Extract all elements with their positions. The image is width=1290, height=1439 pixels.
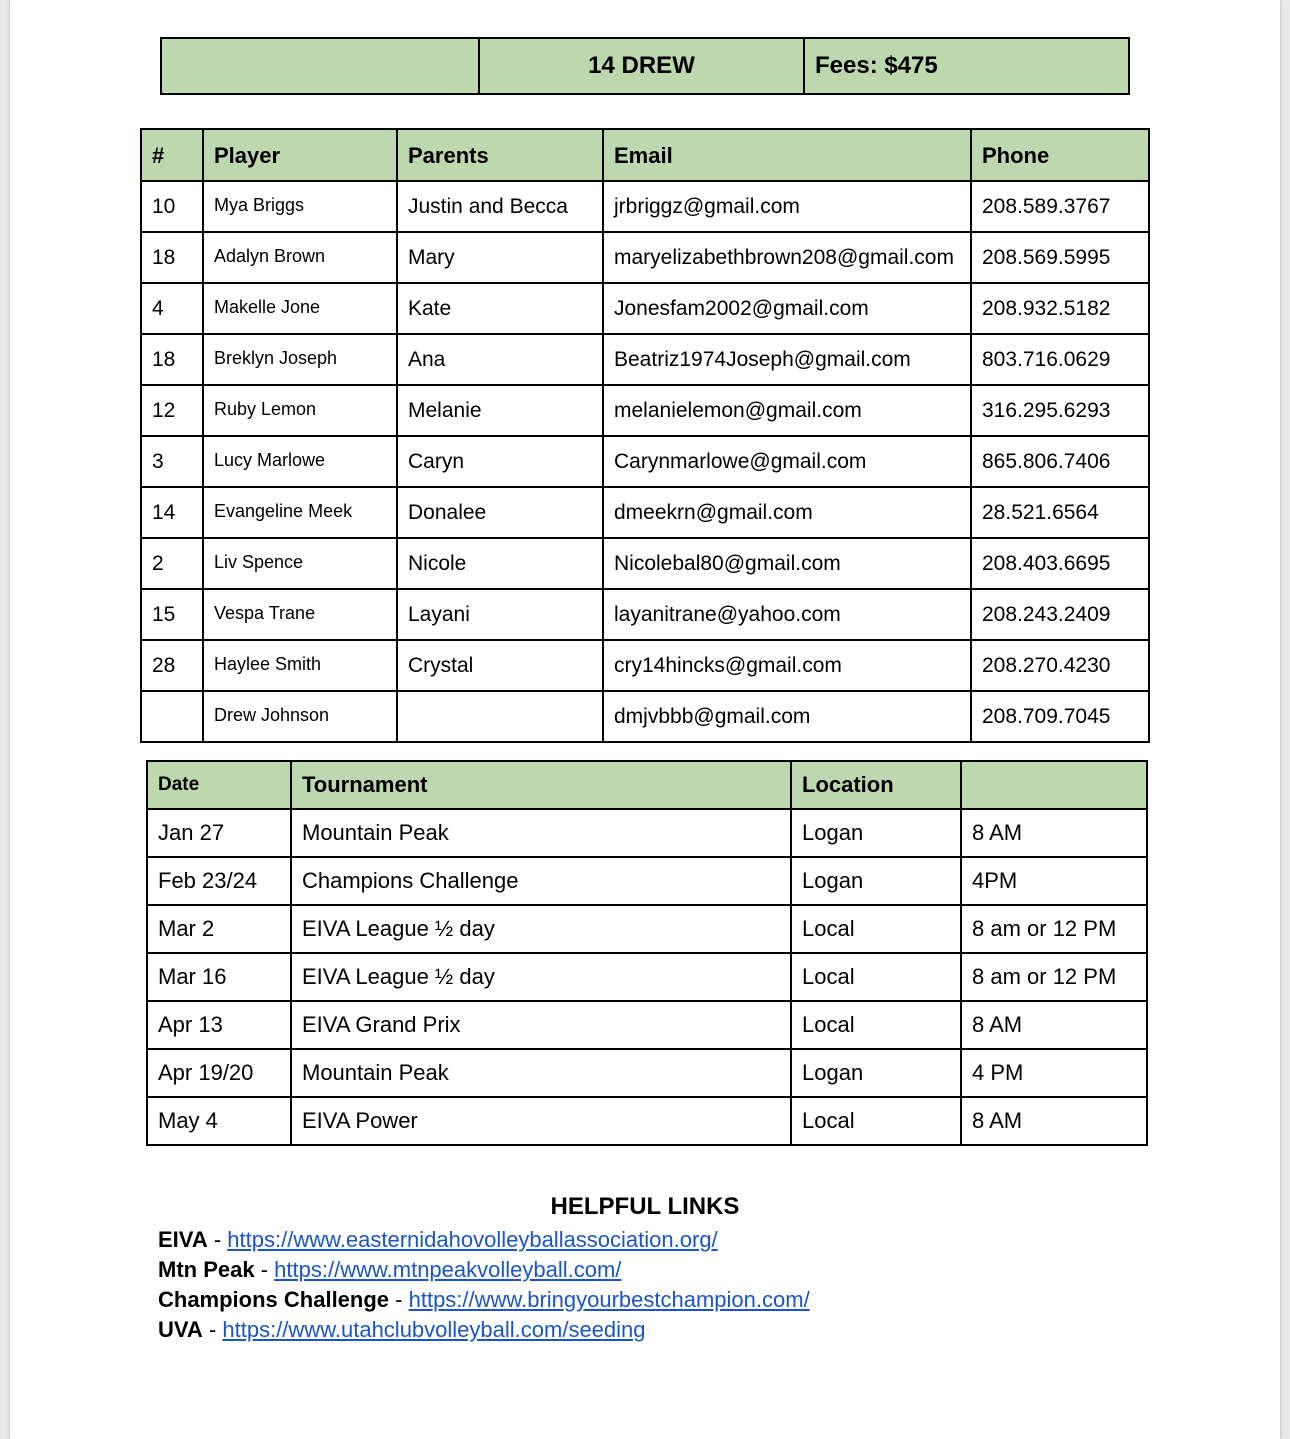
roster-player-cell: Adalyn Brown [203, 232, 397, 283]
helpful-links-list [158, 1225, 810, 1345]
roster-number-cell: 18 [141, 334, 203, 385]
helpful-link-row [158, 1315, 810, 1345]
schedule-location-cell: Logan [791, 1049, 961, 1097]
team-fees: Fees: $475 [804, 38, 1129, 94]
schedule-time-cell: 8 AM [961, 1097, 1147, 1145]
schedule-tournament-cell: EIVA Grand Prix [291, 1001, 791, 1049]
schedule-date-cell: Mar 16 [147, 953, 291, 1001]
schedule-location-cell: Logan [791, 809, 961, 857]
roster-phone-cell: 316.295.6293 [971, 385, 1149, 436]
roster-player-cell: Breklyn Joseph [203, 334, 397, 385]
schedule-row [147, 1001, 1147, 1049]
roster-row [141, 487, 1149, 538]
roster-parents-cell: Kate [397, 283, 603, 334]
schedule-tournament-cell: EIVA League ½ day [291, 953, 791, 1001]
roster-phone-cell: 865.806.7406 [971, 436, 1149, 487]
schedule-location-cell: Local [791, 953, 961, 1001]
roster-col-email: Email [603, 129, 971, 181]
helpful-link-url[interactable]: https://www.mtnpeakvolleyball.com/ [274, 1257, 622, 1282]
roster-phone-cell: 208.569.5995 [971, 232, 1149, 283]
schedule-row [147, 1097, 1147, 1145]
roster-email-cell: cry14hincks@gmail.com [603, 640, 971, 691]
schedule-row [147, 1049, 1147, 1097]
schedule-col-time [961, 761, 1147, 809]
roster-number-cell: 12 [141, 385, 203, 436]
schedule-time-cell: 4 PM [961, 1049, 1147, 1097]
roster-parents-cell: Caryn [397, 436, 603, 487]
roster-email-cell: melanielemon@gmail.com [603, 385, 971, 436]
roster-player-cell: Mya Briggs [203, 181, 397, 232]
schedule-location-cell: Local [791, 1097, 961, 1145]
schedule-row [147, 953, 1147, 1001]
roster-phone-cell: 28.521.6564 [971, 487, 1149, 538]
schedule-tournament-cell: EIVA League ½ day [291, 905, 791, 953]
helpful-link-separator: - [207, 1227, 228, 1252]
roster-parents-cell: Layani [397, 589, 603, 640]
schedule-location-cell: Logan [791, 857, 961, 905]
schedule-time-cell: 8 AM [961, 1001, 1147, 1049]
roster-col-parents: Parents [397, 129, 603, 181]
helpful-link-row [158, 1285, 810, 1315]
roster-row [141, 334, 1149, 385]
roster-row [141, 385, 1149, 436]
roster-parents-cell: Crystal [397, 640, 603, 691]
roster-email-cell: Beatriz1974Joseph@gmail.com [603, 334, 971, 385]
roster-player-cell: Vespa Trane [203, 589, 397, 640]
roster-row [141, 283, 1149, 334]
roster-player-cell: Evangeline Meek [203, 487, 397, 538]
roster-player-cell: Lucy Marlowe [203, 436, 397, 487]
helpful-link-label: Mtn Peak [158, 1257, 255, 1282]
roster-row [141, 538, 1149, 589]
schedule-time-cell: 8 am or 12 PM [961, 905, 1147, 953]
roster-email-cell: Jonesfam2002@gmail.com [603, 283, 971, 334]
roster-number-cell: 2 [141, 538, 203, 589]
helpful-links-title: HELPFUL LINKS [550, 1193, 740, 1220]
roster-parents-cell: Nicole [397, 538, 603, 589]
schedule-date-cell: Mar 2 [147, 905, 291, 953]
roster-row [141, 181, 1149, 232]
schedule-tournament-cell: Mountain Peak [291, 809, 791, 857]
helpful-link-separator: - [254, 1257, 275, 1282]
roster-phone-cell: 208.932.5182 [971, 283, 1149, 334]
schedule-time-cell: 8 am or 12 PM [961, 953, 1147, 1001]
roster-parents-cell [397, 691, 603, 742]
helpful-link-url[interactable]: https://www.bringyourbestchampion.com/ [408, 1287, 810, 1312]
roster-email-cell: maryelizabethbrown208@gmail.com [603, 232, 971, 283]
schedule-tournament-cell: EIVA Power [291, 1097, 791, 1145]
schedule-header-row [147, 761, 1147, 809]
roster-parents-cell: Donalee [397, 487, 603, 538]
helpful-link-url[interactable]: https://www.utahclubvolleyball.com/seeding [222, 1317, 646, 1342]
helpful-link-separator: - [202, 1317, 223, 1342]
schedule-date-cell: Jan 27 [147, 809, 291, 857]
roster-number-cell: 18 [141, 232, 203, 283]
helpful-link-url[interactable]: https://www.easternidahovolleyballassociation.org/ [227, 1227, 718, 1252]
roster-number-cell: 3 [141, 436, 203, 487]
team-header-table [160, 37, 1130, 95]
team-header-row [161, 38, 1129, 94]
roster-email-cell: layanitrane@yahoo.com [603, 589, 971, 640]
roster-phone-cell: 208.709.7045 [971, 691, 1149, 742]
helpful-link-row [158, 1225, 810, 1255]
schedule-date-cell: Feb 23/24 [147, 857, 291, 905]
team-name: 14 DREW [479, 38, 804, 94]
roster-email-cell: dmeekrn@gmail.com [603, 487, 971, 538]
roster-player-cell: Drew Johnson [203, 691, 397, 742]
roster-col-phone: Phone [971, 129, 1149, 181]
roster-parents-cell: Melanie [397, 385, 603, 436]
schedule-date-cell: May 4 [147, 1097, 291, 1145]
schedule-col-tournament: Tournament [291, 761, 791, 809]
schedule-time-cell: 4PM [961, 857, 1147, 905]
roster-number-cell: 10 [141, 181, 203, 232]
roster-number-cell: 28 [141, 640, 203, 691]
schedule-tournament-cell: Mountain Peak [291, 1049, 791, 1097]
schedule-row [147, 857, 1147, 905]
schedule-location-cell: Local [791, 1001, 961, 1049]
roster-col-number: # [141, 129, 203, 181]
roster-number-cell [141, 691, 203, 742]
roster-col-player: Player [203, 129, 397, 181]
roster-row [141, 691, 1149, 742]
roster-number-cell: 4 [141, 283, 203, 334]
roster-row [141, 436, 1149, 487]
roster-row [141, 589, 1149, 640]
roster-phone-cell: 208.270.4230 [971, 640, 1149, 691]
roster-parents-cell: Mary [397, 232, 603, 283]
helpful-link-label: UVA [158, 1317, 203, 1342]
roster-phone-cell: 208.243.2409 [971, 589, 1149, 640]
roster-table [140, 128, 1150, 743]
schedule-col-date: Date [147, 761, 291, 809]
roster-parents-cell: Ana [397, 334, 603, 385]
roster-player-cell: Makelle Jone [203, 283, 397, 334]
roster-email-cell: dmjvbbb@gmail.com [603, 691, 971, 742]
roster-row [141, 232, 1149, 283]
roster-header-row [141, 129, 1149, 181]
roster-number-cell: 14 [141, 487, 203, 538]
header-blank-cell [161, 38, 479, 94]
schedule-row [147, 809, 1147, 857]
helpful-link-separator: - [389, 1287, 409, 1312]
schedule-row [147, 905, 1147, 953]
roster-phone-cell: 208.403.6695 [971, 538, 1149, 589]
schedule-time-cell: 8 AM [961, 809, 1147, 857]
schedule-location-cell: Local [791, 905, 961, 953]
roster-parents-cell: Justin and Becca [397, 181, 603, 232]
schedule-col-location: Location [791, 761, 961, 809]
roster-email-cell: Nicolebal80@gmail.com [603, 538, 971, 589]
roster-player-cell: Haylee Smith [203, 640, 397, 691]
roster-email-cell: jrbriggz@gmail.com [603, 181, 971, 232]
roster-row [141, 640, 1149, 691]
schedule-date-cell: Apr 19/20 [147, 1049, 291, 1097]
roster-phone-cell: 803.716.0629 [971, 334, 1149, 385]
schedule-table [146, 760, 1148, 1146]
helpful-link-label: Champions Challenge [158, 1287, 390, 1312]
roster-number-cell: 15 [141, 589, 203, 640]
roster-email-cell: Carynmarlowe@gmail.com [603, 436, 971, 487]
schedule-tournament-cell: Champions Challenge [291, 857, 791, 905]
roster-player-cell: Liv Spence [203, 538, 397, 589]
document-page [10, 0, 1280, 1439]
helpful-link-label: EIVA [158, 1227, 208, 1252]
helpful-link-row [158, 1255, 810, 1285]
roster-phone-cell: 208.589.3767 [971, 181, 1149, 232]
roster-player-cell: Ruby Lemon [203, 385, 397, 436]
schedule-date-cell: Apr 13 [147, 1001, 291, 1049]
